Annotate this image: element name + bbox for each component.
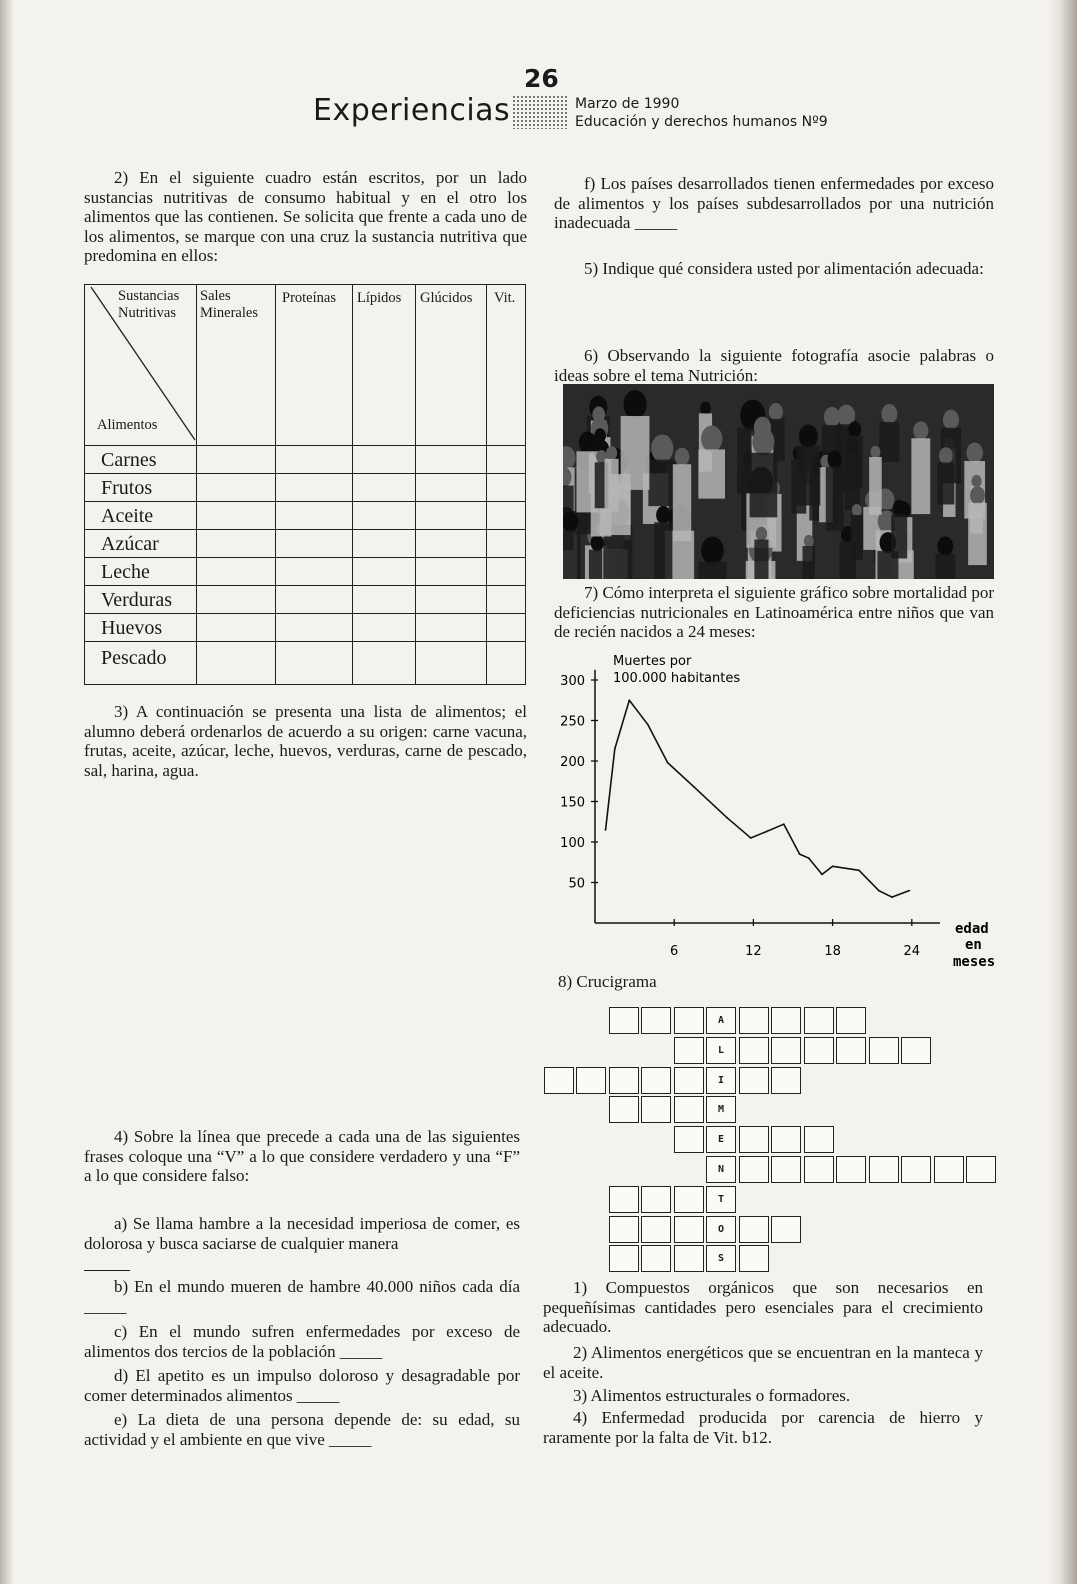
crossword-cell[interactable] bbox=[739, 1126, 769, 1153]
photo-figure-body bbox=[648, 460, 676, 507]
photo-figure-body bbox=[937, 462, 954, 504]
chart-y-tick-label: 50 bbox=[568, 876, 585, 892]
photo-figure-body bbox=[869, 457, 882, 515]
photo-figure bbox=[828, 451, 842, 469]
question-4-intro-text: 4) Sobre la línea que precede a cada una de las siguientes frases coloque una “V” a lo que considere verdadero y una “F” a lo que considere falso: bbox=[84, 1127, 520, 1185]
chart-data-point bbox=[808, 857, 810, 859]
photo-figure bbox=[624, 390, 647, 419]
chart-x-tick-label: 18 bbox=[824, 944, 841, 959]
chart-y-tick-label: 100 bbox=[560, 836, 585, 851]
question-5 bbox=[554, 259, 994, 279]
statement-e-text: e) La dieta de una persona depende de: su edad, su actividad y el ambiente en que vive _____ bbox=[84, 1410, 520, 1449]
row-label-azucar: Azúcar bbox=[101, 533, 159, 555]
crossword-cell[interactable] bbox=[836, 1037, 866, 1064]
corner-label-nutritivas: Nutritivas bbox=[118, 305, 176, 321]
crossword-cell[interactable] bbox=[609, 1245, 639, 1272]
crossword-cell[interactable] bbox=[771, 1067, 801, 1094]
statement-c-text: c) En el mundo sufren enfermedades por exceso de alimentos dos tercios de la población _____ bbox=[84, 1322, 520, 1361]
chart-data-point bbox=[766, 831, 768, 833]
chart-data-point bbox=[667, 762, 669, 764]
crossword-cell[interactable] bbox=[674, 1126, 704, 1153]
crossword-cell[interactable] bbox=[641, 1067, 671, 1094]
photo-figure bbox=[799, 424, 818, 448]
photo-figure bbox=[701, 425, 722, 452]
crossword-cell[interactable] bbox=[771, 1126, 801, 1153]
photo-figure bbox=[971, 475, 981, 488]
chart-data-point bbox=[891, 896, 893, 898]
crossword-cell[interactable] bbox=[674, 1067, 704, 1094]
crossword-cell[interactable] bbox=[804, 1156, 834, 1183]
crossword-cell[interactable] bbox=[609, 1216, 639, 1243]
crossword-cell[interactable] bbox=[641, 1007, 671, 1034]
crossword-cell[interactable] bbox=[544, 1067, 574, 1094]
statement-c bbox=[84, 1322, 520, 1361]
photo-figure-body bbox=[698, 562, 726, 579]
crossword-cell[interactable] bbox=[739, 1037, 769, 1064]
crossword-cell[interactable] bbox=[804, 1037, 834, 1064]
table-row-divider bbox=[85, 613, 525, 614]
crossword-cell[interactable] bbox=[966, 1156, 996, 1183]
crossword-cell[interactable] bbox=[674, 1216, 704, 1243]
photo-figure-body bbox=[621, 416, 650, 490]
row-label-leche: Leche bbox=[101, 561, 150, 583]
photo-figure-body bbox=[803, 546, 815, 579]
col-header-vit: Vit. bbox=[494, 290, 516, 306]
col-header-proteinas: Proteínas bbox=[282, 290, 336, 306]
col-header-minerales: Minerales bbox=[200, 305, 258, 321]
photo-figure-body bbox=[654, 522, 672, 579]
photo-figure bbox=[943, 410, 959, 430]
page-edge-left bbox=[0, 0, 14, 1584]
photo-figure bbox=[675, 448, 690, 466]
photo-figure bbox=[752, 428, 774, 456]
crossword-cell[interactable] bbox=[739, 1245, 769, 1272]
crossword-cell[interactable] bbox=[771, 1216, 801, 1243]
crossword-cell[interactable] bbox=[609, 1096, 639, 1123]
question-3-text: 3) A continuación se presenta una lista de alimentos; el alumno deberá ordenarlos de acuerdo a su origen: carne vacuna, frutas, aceite, azúcar, leche, huevos, verduras, carne de pescado, sal, harina, agua. bbox=[84, 702, 527, 780]
table-row-divider bbox=[85, 445, 525, 446]
chart-data-point bbox=[832, 865, 834, 867]
crossword-cell[interactable] bbox=[641, 1186, 671, 1213]
table-row-divider bbox=[85, 641, 525, 642]
clue-2 bbox=[543, 1343, 983, 1382]
crossword-cell[interactable] bbox=[901, 1156, 931, 1183]
photo-figure-body bbox=[797, 446, 821, 506]
photo-figure bbox=[893, 500, 906, 516]
crossword-cell[interactable] bbox=[804, 1126, 834, 1153]
crossword-cell[interactable] bbox=[674, 1245, 704, 1272]
statement-f-text: f) Los países desarrollados tienen enfermedades por exceso de alimentos y los países subdesarrollados por una nutrición inadecuada _____ bbox=[554, 174, 994, 232]
statement-b bbox=[84, 1277, 520, 1316]
photo-figure-body bbox=[891, 514, 907, 558]
crossword-key-letter: E bbox=[717, 1134, 725, 1146]
photo-figure bbox=[701, 536, 724, 564]
chart-series-line bbox=[606, 700, 910, 897]
row-label-huevos: Huevos bbox=[101, 617, 163, 639]
photo-figure bbox=[852, 504, 862, 516]
photo-figure bbox=[591, 535, 604, 552]
photo-figure-body bbox=[698, 449, 725, 498]
crossword-cell[interactable] bbox=[901, 1037, 931, 1064]
crossword-cell[interactable] bbox=[674, 1037, 704, 1064]
crossword-cell[interactable] bbox=[641, 1245, 671, 1272]
crossword-key-letter: O bbox=[717, 1223, 725, 1235]
row-label-frutos: Frutos bbox=[101, 477, 153, 499]
crossword-cell[interactable] bbox=[609, 1186, 639, 1213]
crowd-photo-icon bbox=[563, 384, 994, 579]
photo-figure bbox=[756, 527, 767, 541]
crossword-cell[interactable] bbox=[641, 1096, 671, 1123]
table-col-divider bbox=[275, 285, 276, 684]
crossword-key-letter: S bbox=[717, 1253, 725, 1265]
photo-figure bbox=[870, 446, 880, 459]
crowd-photo bbox=[563, 384, 994, 579]
photo-figure-body bbox=[673, 464, 691, 541]
crossword-key-letter: M bbox=[717, 1104, 725, 1116]
chart-data-point bbox=[821, 874, 823, 876]
section-title: Experiencias bbox=[313, 93, 511, 128]
page-edge-right bbox=[1047, 0, 1077, 1584]
photo-figure bbox=[606, 446, 617, 460]
crossword-key-letter: T bbox=[717, 1193, 725, 1205]
table-row-divider bbox=[85, 473, 525, 474]
chart-y-tick-label: 300 bbox=[560, 674, 585, 689]
chart-data-point bbox=[750, 837, 752, 839]
photo-figure bbox=[970, 486, 985, 505]
chart-x-tick-label: 24 bbox=[903, 944, 921, 959]
clue-3-text: 3) Alimentos estructurales o formadores. bbox=[573, 1386, 851, 1405]
chart-data-point bbox=[878, 890, 880, 892]
crossword-cell[interactable] bbox=[934, 1156, 964, 1183]
chart-x-tick-label: 6 bbox=[670, 944, 679, 959]
statement-f bbox=[554, 174, 994, 233]
table-row-divider bbox=[85, 501, 525, 502]
table-row-divider bbox=[85, 557, 525, 558]
table-col-divider bbox=[352, 285, 353, 684]
table-col-divider bbox=[196, 285, 197, 684]
page-number: 26 bbox=[524, 64, 559, 93]
crossword-cell[interactable] bbox=[674, 1096, 704, 1123]
chart-data-point bbox=[783, 823, 785, 825]
table-row-divider bbox=[85, 585, 525, 586]
chart-data-point bbox=[605, 829, 607, 831]
chart-data-point bbox=[614, 748, 616, 750]
issue-date: Marzo de 1990 bbox=[575, 96, 680, 112]
table-col-divider bbox=[415, 285, 416, 684]
photo-figure-body bbox=[911, 438, 930, 514]
chart-x-tick-label: 12 bbox=[745, 944, 762, 959]
statement-d bbox=[84, 1366, 520, 1405]
photo-figure-body bbox=[851, 515, 863, 560]
photo-figure bbox=[804, 535, 814, 547]
crossword-cell[interactable] bbox=[739, 1216, 769, 1243]
answer-line-a[interactable] bbox=[84, 1270, 130, 1271]
crossword-cell[interactable] bbox=[836, 1007, 866, 1034]
col-header-lipidos: Lípidos bbox=[357, 290, 402, 306]
clue-4-text: 4) Enfermedad producida por carencia de hierro y raramente por la falta de Vit. b12. bbox=[543, 1408, 983, 1447]
photo-figure bbox=[700, 402, 711, 415]
question-3 bbox=[84, 702, 527, 780]
chart-data-point bbox=[726, 817, 728, 819]
chart-data-point bbox=[858, 869, 860, 871]
crossword-cell[interactable] bbox=[576, 1067, 606, 1094]
photo-figure-body bbox=[563, 530, 580, 579]
question-2-text: 2) En el siguiente cuadro están escritos, por un lado sustancias nutritivas de consumo habitual y en el otro los alimentos que las contienen. Se solicita que frente a cada uno de los alimentos, se marque con una cruz la sustancia nutritiva que predomina en ellos: bbox=[84, 168, 527, 265]
statement-e bbox=[84, 1410, 520, 1449]
photo-figure-body bbox=[968, 503, 987, 565]
crossword-cell[interactable] bbox=[739, 1067, 769, 1094]
photo-figure bbox=[939, 447, 953, 464]
crossword-cell[interactable] bbox=[836, 1156, 866, 1183]
crossword-key-letter: A bbox=[717, 1015, 725, 1026]
chart-y-tick-label: 150 bbox=[560, 795, 585, 811]
chart-xlabel-line3: meses bbox=[953, 954, 996, 970]
crossword-cell[interactable] bbox=[739, 1156, 769, 1183]
photo-figure-body bbox=[935, 554, 955, 579]
photo-figure bbox=[656, 506, 670, 524]
photo-figure bbox=[651, 435, 673, 463]
statement-b-text: b) En el mundo mueren de hambre 40.000 niños cada día _____ bbox=[84, 1277, 520, 1316]
publication-name: Educación y derechos humanos Nº9 bbox=[575, 114, 828, 130]
row-label-carnes: Carnes bbox=[101, 449, 157, 471]
crossword-cell[interactable] bbox=[609, 1067, 639, 1094]
clue-4 bbox=[543, 1408, 983, 1447]
crossword-cell[interactable] bbox=[869, 1037, 899, 1064]
row-label-verduras: Verduras bbox=[101, 589, 173, 611]
mortality-chart bbox=[545, 645, 1015, 975]
clue-1-text: 1) Compuestos orgánicos que son necesarios en pequeñísimas cantidades pero esenciales para el crecimiento adecuado. bbox=[543, 1278, 983, 1336]
crossword-cell[interactable] bbox=[609, 1007, 639, 1034]
photo-figure bbox=[769, 403, 783, 421]
col-header-glucidos: Glúcidos bbox=[420, 290, 473, 306]
photo-figure bbox=[848, 421, 861, 437]
row-label-aceite: Aceite bbox=[101, 505, 154, 527]
clue-3 bbox=[543, 1386, 983, 1406]
nutrient-table[interactable] bbox=[84, 284, 526, 685]
crossword-cell[interactable] bbox=[869, 1156, 899, 1183]
statement-a-text: a) Se llama hambre a la necesidad imperiosa de comer, es dolorosa y busca saciarse de cualquier manera bbox=[84, 1214, 520, 1253]
chart-ylabel-line1: Muertes por bbox=[613, 654, 692, 669]
chart-data-point bbox=[799, 853, 801, 855]
photo-figure-body bbox=[754, 540, 768, 579]
crossword-cell[interactable] bbox=[804, 1007, 834, 1034]
chart-xlabel-line1: edad bbox=[955, 921, 989, 937]
clue-1 bbox=[543, 1278, 983, 1337]
crossword-cell[interactable] bbox=[674, 1007, 704, 1034]
photo-figure-body bbox=[847, 436, 863, 489]
photo-figure-body bbox=[826, 467, 844, 531]
question-7 bbox=[554, 583, 994, 642]
statement-d-text: d) El apetito es un impulso doloroso y desagradable por comer determinados alimentos _____ bbox=[84, 1366, 520, 1405]
crossword-cell[interactable] bbox=[771, 1007, 801, 1034]
photo-figure bbox=[966, 442, 983, 463]
crossword-cell[interactable] bbox=[771, 1156, 801, 1183]
table-col-divider bbox=[486, 285, 487, 684]
crossword-key-letter: I bbox=[717, 1074, 725, 1086]
photo-figure bbox=[579, 432, 597, 454]
crossword-title: 8) Crucigrama bbox=[558, 972, 657, 991]
photo-figure bbox=[824, 407, 840, 427]
question-6 bbox=[554, 346, 994, 385]
chart-y-tick-label: 200 bbox=[560, 755, 585, 770]
chart-data-point bbox=[908, 890, 910, 892]
photo-figure bbox=[881, 404, 897, 424]
crossword-cell[interactable] bbox=[674, 1186, 704, 1213]
crossword-cell[interactable] bbox=[641, 1216, 671, 1243]
chart-data-point bbox=[693, 786, 695, 788]
question-7-text: 7) Cómo interpreta el siguiente gráfico sobre mortalidad por deficiencias nutricionales en Latinoamérica entre niños que van de recién nacidos a 24 meses: bbox=[554, 583, 994, 641]
chart-data-point bbox=[647, 724, 649, 726]
photo-figure-body bbox=[750, 453, 778, 518]
question-2 bbox=[84, 168, 527, 266]
row-label-pescado: Pescado bbox=[101, 647, 167, 669]
crossword-key-letter: L bbox=[717, 1044, 725, 1056]
col-header-sales: Sales bbox=[200, 288, 231, 304]
photo-figure-body bbox=[879, 422, 899, 462]
chart-y-tick-label: 250 bbox=[560, 714, 585, 730]
question-4-intro bbox=[84, 1127, 520, 1186]
crossword-cell[interactable] bbox=[771, 1037, 801, 1064]
statement-a bbox=[84, 1214, 520, 1253]
question-6-text: 6) Observando la siguiente fotografía asocie palabras o ideas sobre el tema Nutrición: bbox=[554, 346, 994, 385]
question-5-text: 5) Indique qué considera usted por alimentación adecuada: bbox=[584, 259, 984, 278]
header-dot-pattern bbox=[512, 95, 568, 129]
photo-figure-body bbox=[605, 459, 619, 511]
table-row-divider bbox=[85, 529, 525, 530]
chart-ylabel-line2: 100.000 habitantes bbox=[613, 671, 741, 686]
photo-figure bbox=[913, 421, 928, 440]
corner-label-alimentos: Alimentos bbox=[97, 417, 158, 433]
corner-label-sustancias: Sustancias bbox=[118, 288, 180, 304]
chart-data-point bbox=[628, 699, 630, 701]
clue-2-text: 2) Alimentos energéticos que se encuentran en la manteca y el aceite. bbox=[543, 1343, 983, 1382]
chart-xlabel-line2: en bbox=[965, 937, 982, 953]
crossword-key-letter: N bbox=[717, 1164, 725, 1175]
crossword-cell[interactable] bbox=[739, 1007, 769, 1034]
photo-figure bbox=[937, 536, 953, 556]
